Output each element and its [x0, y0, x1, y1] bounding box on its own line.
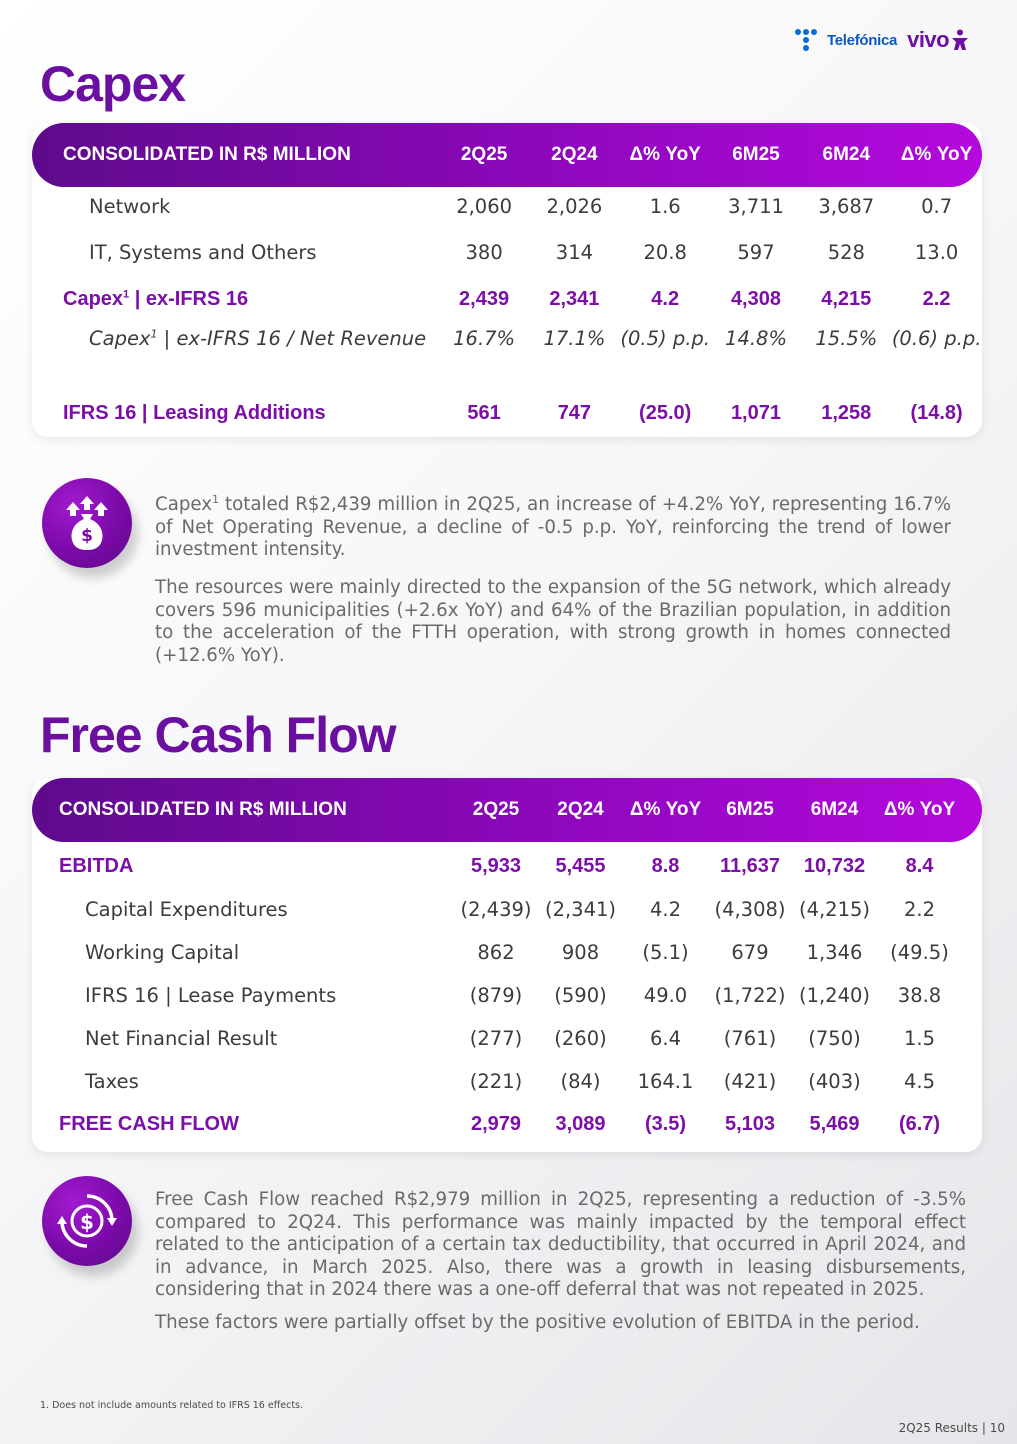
cell-value: 5,469: [809, 1113, 860, 1135]
cell-value: (6.7): [898, 1113, 941, 1135]
cell-value: 908: [561, 941, 600, 964]
cell-value: 679: [731, 941, 769, 964]
cell-value: (277): [469, 1027, 523, 1050]
table-row: [32, 1060, 982, 1103]
cell-value: (750): [808, 1027, 861, 1050]
row-label: IFRS 16 | Leasing Additions: [63, 402, 326, 424]
header-col: 6M25: [732, 144, 780, 165]
cell-value: (421): [723, 1070, 777, 1093]
cell-value: 38.8: [897, 984, 942, 1007]
capex-table: [32, 123, 982, 437]
telefonica-logo-icon: [795, 29, 817, 51]
row-label: Network: [89, 195, 171, 218]
cell-value: 1,258: [821, 402, 872, 424]
vivo-logo: [907, 27, 969, 53]
cell-value: 1,346: [806, 941, 863, 964]
cell-value: 747: [557, 402, 592, 424]
cell-value: 5,933: [470, 855, 522, 877]
cell-value: (1,722): [714, 984, 786, 1007]
cell-value: 5,103: [724, 1113, 776, 1135]
cell-value: 4.5: [903, 1070, 935, 1093]
cell-value: (590): [554, 984, 607, 1007]
cell-value: 597: [737, 241, 775, 264]
cell-value: 15.5%: [815, 326, 878, 350]
cell-value: 314: [555, 241, 594, 264]
fcf-paragraph-2: These factors were partially offset by the positive evolution of EBITDA in the period.: [155, 1312, 920, 1333]
fcf-table-header: [32, 778, 982, 842]
row-label: Capex$^1$ | ex-IFRS 16 / Net Revenue: [89, 326, 427, 350]
header-label: CONSOLIDATED IN R$ MILLION: [63, 144, 351, 165]
vivo-logo-text: vivo: [907, 27, 950, 52]
fcf-paragraph-1: Free Cash Flow reached R$2,979 million in 2Q25, representing a reduction of -3.5% compared to 2Q24. This performance was mainly impacted by the temporal effect related to the anticipation of a certain tax deductibility, that occurred in April 2024, and in advance, in March 2025. Also, there was a growth in leasing disbursements, considering that in 2024 there was a one-off deferral that was not repeated in 2025.: [155, 1189, 966, 1300]
cell-value: 4,215: [821, 288, 872, 310]
row-label: Capex$^1$ | ex-IFRS 16: [63, 288, 249, 310]
cell-value: 8.4: [905, 855, 934, 877]
row-label: Taxes: [85, 1070, 139, 1093]
cell-value: 8.8: [651, 855, 680, 877]
fcf-section-title: Free Cash Flow: [40, 707, 396, 763]
table-row-leasing: [32, 390, 982, 437]
cell-value: 11,637: [719, 855, 781, 877]
row-label: IT, Systems and Others: [89, 241, 317, 264]
header-col: 2Q25: [472, 799, 520, 820]
cell-value: (4,215): [798, 898, 871, 921]
header-col: Δ% YoY: [900, 144, 973, 165]
cell-value: 2.2: [922, 288, 951, 310]
cell-value: (221): [469, 1070, 523, 1093]
cell-value: (4,308): [714, 898, 786, 921]
cell-value: 2,341: [549, 288, 600, 310]
row-label: EBITDA: [59, 855, 134, 877]
row-label: Capital Expenditures: [85, 898, 288, 921]
cell-value: 2,060: [456, 195, 513, 218]
cell-value: (2,341): [544, 898, 617, 921]
table-row-ratio: [32, 323, 982, 353]
capex-table-header: [32, 123, 982, 187]
table-row: [32, 184, 982, 229]
capex-paragraph-1: Capex$^1$ totaled R$2,439 million in 2Q25, an increase of +4.2% YoY, representing 16.7% of Net Operating Revenue, a decline of -0.5 p.p. YoY, reinforcing the trend of lower investment intensity.: [155, 493, 951, 561]
table-row-total: [32, 1103, 982, 1146]
cell-value: 4.2: [651, 288, 680, 310]
row-label: Working Capital: [85, 941, 240, 964]
table-row: [32, 931, 982, 974]
header-col: Δ% YoY: [629, 144, 701, 165]
capex-section-title: Capex: [40, 56, 186, 112]
money-bag-arrows-icon: [42, 478, 132, 568]
cell-value: 13.0: [914, 241, 959, 264]
cell-value: (3.5): [644, 1113, 687, 1135]
cell-value: 561: [467, 402, 501, 424]
cell-value: (2,439): [460, 898, 532, 921]
cell-value: 164.1: [637, 1070, 694, 1093]
cell-value: 528: [827, 241, 865, 264]
cell-value: (14.8): [910, 402, 963, 424]
capex-paragraph-2: The resources were mainly directed to the expansion of the 5G network, which already covers 596 municipalities (+2.6x YoY) and 64% of the Brazilian population, in addition to the acceleration of the FTTH operation, with strong growth in homes connected (+12.6% YoY).: [155, 577, 951, 666]
table-row: [32, 1017, 982, 1060]
svg-text:$: $: [80, 1210, 94, 1234]
cell-value: 4,308: [730, 288, 781, 310]
cell-value: 2.2: [903, 898, 935, 921]
cash-cycle-icon: [42, 1176, 132, 1266]
vivo-figure-icon: [951, 29, 969, 51]
cell-value: 6.4: [649, 1027, 681, 1050]
header-col: Δ% YoY: [883, 799, 956, 820]
table-row: [32, 974, 982, 1017]
cell-value: 3,089: [555, 1113, 606, 1135]
page-number: 2Q25 Results | 10: [898, 1421, 1005, 1435]
cell-value: 4.2: [649, 898, 681, 921]
cell-value: 2,439: [459, 288, 510, 310]
cell-value: (879): [469, 984, 523, 1007]
cell-value: 0.7: [921, 195, 953, 218]
header-label: CONSOLIDATED IN R$ MILLION: [59, 799, 347, 820]
cell-value: 1.5: [903, 1027, 935, 1050]
cell-value: (1,240): [798, 984, 871, 1007]
cell-value: 49.0: [643, 984, 688, 1007]
table-row-ebitda: [32, 845, 982, 888]
brand-logos: [795, 27, 969, 53]
table-row: [32, 229, 982, 276]
cell-value: 16.7%: [453, 326, 516, 350]
cell-value: 5,455: [555, 855, 606, 877]
cell-value: 380: [465, 241, 503, 264]
header-col: 6M24: [810, 799, 859, 820]
row-label: Net Financial Result: [85, 1027, 278, 1050]
row-label: FREE CASH FLOW: [59, 1113, 239, 1135]
cell-value: (761): [723, 1027, 777, 1050]
cell-value: (260): [554, 1027, 607, 1050]
header-col: 2Q25: [460, 144, 508, 165]
cell-value: 17.1%: [543, 326, 606, 350]
header-col: Δ% YoY: [629, 799, 702, 820]
header-col: 2Q24: [557, 799, 604, 820]
header-col: 2Q24: [551, 144, 598, 165]
cell-value: (5.1): [642, 941, 689, 964]
cell-value: 1,071: [730, 402, 781, 424]
cell-value: 3,711: [728, 195, 784, 218]
fcf-table: [32, 778, 982, 1152]
cell-value: 2,026: [546, 195, 603, 218]
header-col: 6M25: [726, 799, 774, 820]
table-row: [32, 888, 982, 931]
cell-value: 20.8: [643, 241, 687, 264]
cell-value: (84): [560, 1070, 601, 1093]
cell-value: (25.0): [639, 402, 692, 424]
cell-value: 14.8%: [725, 326, 787, 350]
telefonica-logo-text: Telefónica: [827, 31, 898, 49]
cell-value: 3,687: [818, 195, 875, 218]
cell-value: (0.5) p.p.: [620, 326, 710, 350]
cell-value: (49.5): [890, 941, 949, 964]
row-label: IFRS 16 | Lease Payments: [85, 984, 337, 1007]
cell-value: (403): [808, 1070, 861, 1093]
cell-value: 2,979: [470, 1113, 522, 1135]
header-col: 6M24: [822, 144, 871, 165]
svg-text:$: $: [81, 526, 93, 546]
cell-value: 1.6: [649, 195, 681, 218]
cell-value: (0.6) p.p.: [891, 326, 982, 350]
cell-value: 10,732: [803, 855, 866, 877]
table-row-subtotal: [32, 276, 982, 323]
footnote: 1. Does not include amounts related to IFRS 16 effects.: [40, 1400, 304, 1411]
cell-value: 862: [477, 941, 515, 964]
